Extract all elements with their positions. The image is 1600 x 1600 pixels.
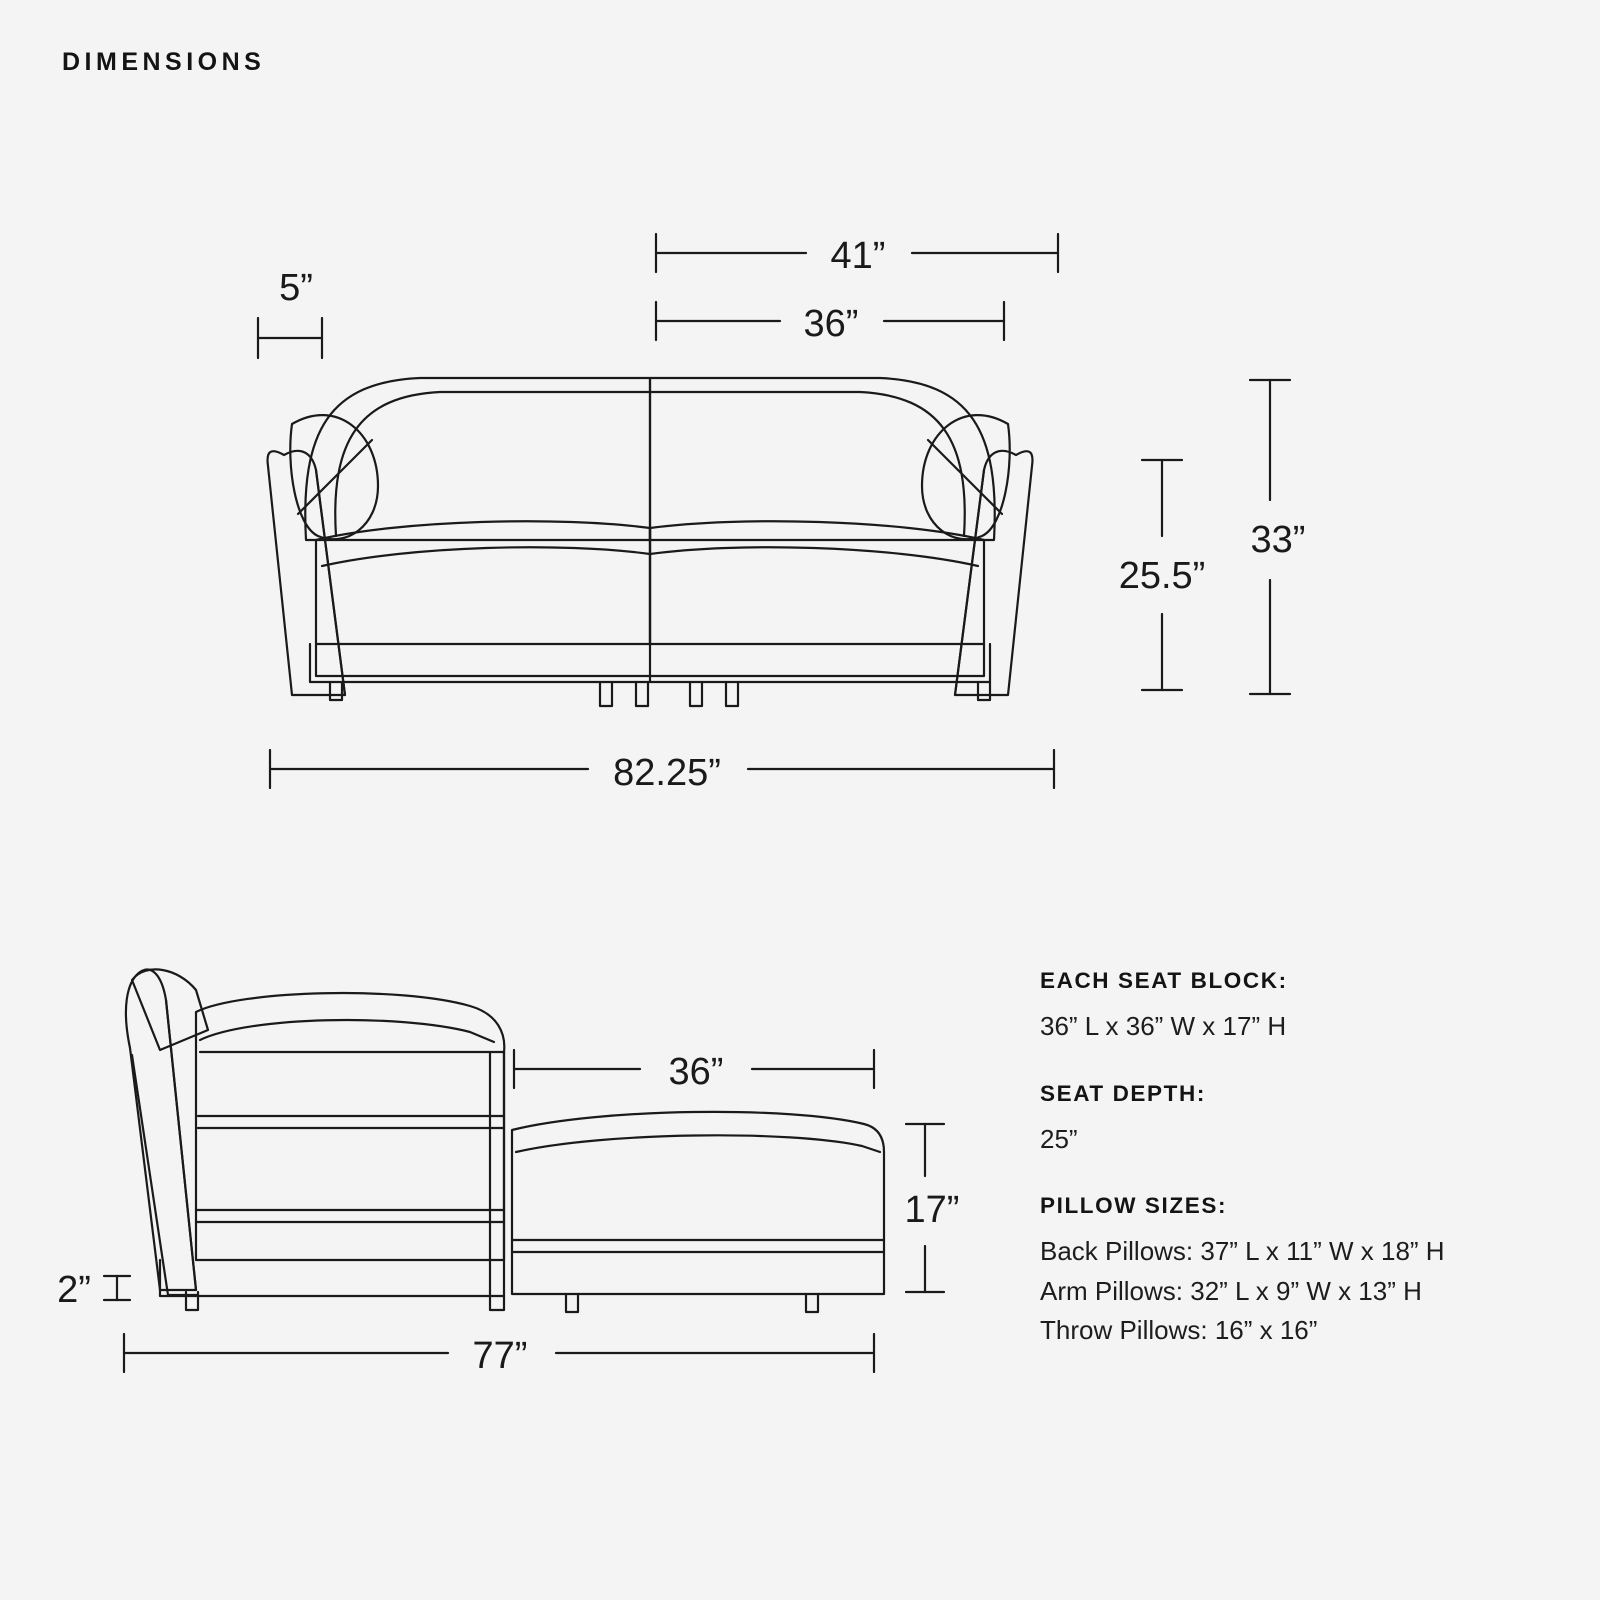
label-arm-width: 5” [279,267,313,309]
page-title: DIMENSIONS [62,48,266,76]
label-ottoman-height: 17” [904,1189,960,1231]
spec-line-throw-pillows: Throw Pillows: 16” x 16” [1040,1315,1318,1346]
dim-arm-width-5 [258,318,322,358]
spec-line-arm-pillows: Arm Pillows: 32” L x 9” W x 13” H [1040,1275,1422,1306]
spec-heading-seat-depth: SEAT DEPTH: [1040,1080,1206,1106]
spec-group-pillow-sizes [1040,1193,1560,1351]
spec-line-back-pillows: Back Pillows: 37” L x 11” W x 18” H [1040,1236,1445,1267]
spec-heading-pillow-sizes: PILLOW SIZES: [1040,1193,1228,1219]
label-leg-height: 2” [57,1269,91,1311]
spec-group-seat-block [1040,968,1560,1047]
sofa-side-drawing [126,969,884,1312]
dim-leg-height-2 [104,1276,130,1300]
label-seat-outer: 41” [830,235,886,277]
label-ottoman-length: 36” [668,1051,724,1093]
label-overall-width: 82.25” [613,752,721,794]
specs-panel [1040,968,1560,1385]
label-seat-inner: 36” [803,303,859,345]
label-back-height: 25.5” [1118,555,1206,597]
spec-group-seat-depth [1040,1081,1560,1160]
label-overall-depth: 77” [472,1335,528,1377]
spec-heading-seat-block: EACH SEAT BLOCK: [1040,968,1288,993]
label-overall-height: 33” [1250,519,1306,561]
spec-line-seat-block: 36” L x 36” W x 17” H [1040,1011,1287,1041]
spec-line-seat-depth: 25” [1040,1123,1078,1154]
sofa-front-drawing [268,378,1033,706]
